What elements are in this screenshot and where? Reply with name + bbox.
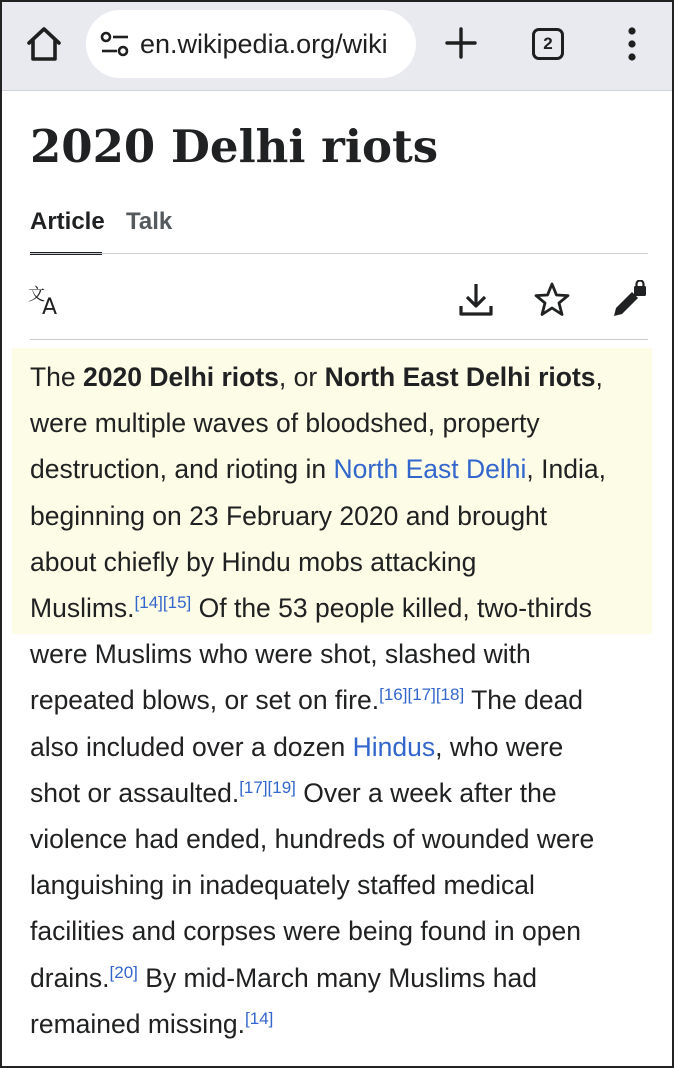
article-body (30, 354, 650, 1047)
article-text: were multiple waves of bloodshed, property (30, 408, 540, 439)
tab-talk[interactable]: Talk (126, 208, 173, 235)
article-text: , who were (435, 731, 564, 762)
tune-icon[interactable] (100, 31, 130, 57)
article-text: Over a week after the (295, 777, 557, 808)
page-title: 2020 Delhi riots (30, 120, 439, 173)
home-icon[interactable] (24, 24, 64, 64)
article-text: repeated blows, or set on fire. (30, 685, 380, 716)
article-text: , or (278, 362, 325, 392)
article-link[interactable]: Hindus (352, 731, 436, 762)
article-line (30, 400, 650, 446)
star-icon[interactable] (532, 280, 572, 320)
article-line (30, 677, 650, 723)
translate-icon[interactable] (28, 280, 68, 320)
bold-term: 2020 Delhi riots (83, 362, 279, 392)
article-text: violence had ended, hundreds of wounded were (30, 824, 595, 855)
tab-count-icon[interactable]: 2 (532, 28, 564, 60)
browser-toolbar (2, 2, 672, 90)
more-vert-icon[interactable] (622, 24, 642, 64)
article-text: The (30, 362, 84, 392)
citation-link[interactable]: [14][15] (134, 593, 192, 613)
article-line (30, 354, 650, 400)
article-text: By mid-March many Muslims had (137, 962, 537, 993)
article-text: were Muslims who were shot, slashed with (30, 639, 531, 670)
article-line (30, 770, 650, 816)
article-line (30, 908, 650, 954)
page-actions (2, 272, 672, 332)
article-text: also included over a dozen (30, 731, 353, 762)
bold-term: North East Delhi riots (324, 362, 596, 392)
actions-divider (30, 339, 648, 340)
article-line (30, 539, 650, 585)
citation-link[interactable]: [14] (245, 1008, 274, 1028)
article-line (30, 446, 650, 492)
article-text: destruction, and rioting in (30, 454, 334, 485)
tabs-divider (30, 253, 648, 254)
article-line (30, 631, 650, 677)
article-text: shot or assaulted. (30, 777, 240, 808)
article-line (30, 816, 650, 862)
article-text: languishing in inadequately staffed medical (30, 870, 535, 901)
citation-link[interactable]: [16][17][18] (379, 685, 465, 705)
article-line (30, 1001, 650, 1047)
citation-link[interactable]: [17][19] (239, 777, 296, 797)
article-text: beginning on 23 February 2020 and brought (30, 500, 548, 531)
download-icon[interactable] (456, 280, 496, 320)
citation-link[interactable]: [20] (109, 962, 138, 982)
toolbar-divider (2, 90, 672, 91)
url-text[interactable]: en.wikipedia.org/wiki (140, 29, 388, 59)
plus-icon[interactable] (442, 24, 480, 62)
article-text: Of the 53 people killed, two-thirds (191, 593, 592, 624)
article-link[interactable]: North East Delhi (333, 454, 527, 485)
article-text: , (595, 362, 603, 392)
address-bar[interactable] (86, 10, 416, 78)
edit-lock-icon[interactable] (610, 280, 650, 320)
article-text: about chiefly by Hindu mobs attacking (30, 546, 477, 577)
article-line (30, 585, 650, 631)
tab-article[interactable]: Article (30, 208, 105, 235)
article-text: Muslims. (30, 593, 135, 624)
svg-text:文: 文 (28, 285, 45, 305)
article-text: drains. (30, 962, 110, 993)
svg-text:A: A (42, 295, 58, 320)
article-line (30, 493, 650, 539)
article-text: , India, (526, 454, 606, 485)
article-text: remained missing. (30, 1008, 246, 1039)
article-text: The dead (464, 685, 584, 716)
article-line (30, 724, 650, 770)
article-line (30, 862, 650, 908)
article-line (30, 955, 650, 1001)
article-text: facilities and corpses were being found in open (30, 916, 581, 947)
